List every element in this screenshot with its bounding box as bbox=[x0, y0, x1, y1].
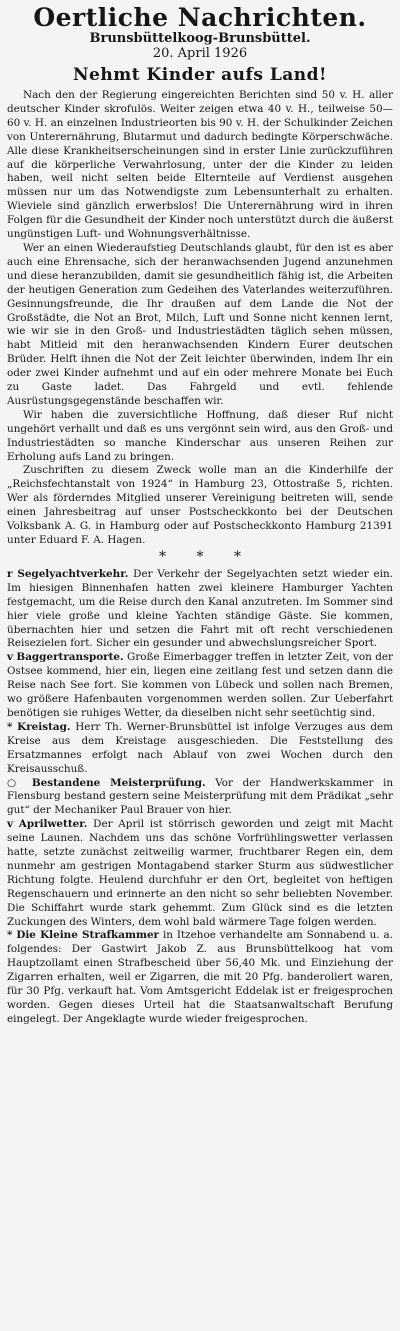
article-paragraph: Wer an einen Wiederaufstieg Deutschlands glaubt, für den ist es aber auch eine Ehrensache, sich der heranwachsenden Jugend anzunehmen und diese heranzubilden, damit sie gesundheitlich fähig ist, die Arbeiten der heutigen Generation zum Gedeihen des Vaterlandes weiterzuführen. Gesinnungsfreunde, die Ihr draußen auf dem Lande die Not der Großstädte, die Not an Brot, Milch, Luft und Sonne nicht kennen lernt, wie wir sie in den Groß- und Industriestädten täglich sehen müssen, habt Mitleid mit den heranwachsenden Kindern Eurer deutschen Brüder. Helft ihnen die Not der Zeit leichter überwinden, indem Ihr ein oder zwei Kinder aufnehmt und auf ein oder mehrere Monate bei Euch zu Gaste ladet. Das Fahrgeld und evtl. fehlende Ausrüstungsgegenstände beschaffen wir. bbox=[7, 241, 393, 407]
news-marker: ○ bbox=[7, 776, 23, 789]
news-marker: v bbox=[7, 818, 14, 831]
news-item bbox=[7, 818, 393, 929]
news-item bbox=[7, 929, 393, 1026]
news-lead: Bestandene Meisterprüfung. bbox=[31, 776, 206, 789]
news-text: Große Eimerbagger treffen in letzter Zeit, von der Ostsee kommend, hier ein, liegen eine zeitlang fest und setzen dann die Reise nach See fort. Sie kommen von Lübeck und sollen nach Bremen, wo größere Hafenbauten vorgenommen werden sollen. Zur Ueberfahrt benötigen sie ruhiges Wetter, da dieselben nicht sehr seetüchtig sind. bbox=[7, 651, 393, 719]
news-lead: Die Kleine Strafkammer bbox=[16, 929, 160, 942]
news-lead: Segelyachtverkehr. bbox=[17, 567, 129, 580]
news-marker: * bbox=[7, 720, 13, 733]
news-lead: Aprilwetter. bbox=[18, 818, 88, 831]
news-lead: Kreistag. bbox=[17, 720, 71, 733]
news-lead: Baggertransporte. bbox=[16, 651, 124, 664]
article-headline: Nehmt Kinder aufs Land! bbox=[73, 65, 327, 85]
article-paragraph: Zuschriften zu diesem Zweck wolle man an die Kinderhilfe der „Reichsfechtanstalt von 1924“ in Hamburg 23, Ottostraße 5, richten. Wer als förderndes Mitglied unserer Vereinigung beitreten will, sende einen Jahresbeitrag auf unser Postscheckkonto bei der Deutschen Volksbank A. G. in Hamburg oder auf Postscheckkonto Hamburg 21391 unter Eduard F. A. Hagen. bbox=[7, 464, 393, 546]
news-text: Der Verkehr der Segelyachten setzt wieder ein. Im hiesigen Binnenhafen hatten zwei kleinere Hamburger Yachten festgemacht, um die Reise durch den Kanal anzutreten. Im Sommer sind hier viele große und kleine Yachten ständige Gäste. Sie kommen, übernachten hier und setzen die Fahrt mit oft recht verschiedenen Reisezielen fort. Sicher ein gesunder und abwechslungsreicher Sport. bbox=[7, 567, 393, 650]
masthead bbox=[7, 4, 393, 61]
article-paragraph: Wir haben die zuversichtliche Hoffnung, daß dieser Ruf nicht ungehört verhallt und daß es uns vergönnt sein wird, aus den Groß- und Industriestädten so manche Kinderschar aus unseren Reihen zur Erholung aufs Land zu bringen. bbox=[7, 408, 393, 463]
news-item bbox=[7, 721, 393, 777]
news-text: Herr Th. Werner-Brunsbüttel ist infolge Verzuges aus dem Kreise aus dem Kreistage ausgeschieden. Die Feststellung des Ersatzmannes erfolgt nach Ablauf von zwei Wochen durch den Kreisausschuß. bbox=[7, 720, 394, 775]
section-title: Oertliche Nachrichten. bbox=[33, 3, 367, 32]
article-paragraph: Nach den der Regierung eingereichten Berichten sind 50 v. H. aller deutscher Kinder skrofulös. Weiter zeigen etwa 40 v. H., teilweise 50—60 v. H. an einzelnen Industrieorten bis 90 v. H. der Schulkinder Zeichen von Unterernährung, Blutarmut und dadurch bedingte Körperschwäche. Alle diese Krankheitserscheinungen sind in erster Linie zurückzuführen auf die körperliche Verwahrlosung, unter der die Kinder zu leiden haben, weil nicht selten beide Elternteile auf Verdienst ausgehen müssen nur um das Notwendigste zum Lebensunterhalt zu erhalten. Wieviele sind gänzlich erwerbslos! Die Unterernährung wird in ihren Folgen für die Gesundheit der Kinder noch unterstützt durch die äußerst ungünstigen Luft- und Wohnungsverhältnisse. bbox=[7, 89, 393, 241]
locality-subtitle: Brunsbüttelkoog-Brunsbüttel. bbox=[89, 31, 311, 46]
news-item bbox=[7, 651, 393, 721]
news-item bbox=[7, 568, 393, 651]
article-body bbox=[7, 89, 393, 548]
news-marker: r bbox=[7, 567, 13, 580]
news-text: Vor der Handwerkskammer in Flensburg bestand gestern seine Meisterprüfung mit dem Prädikat „sehr gut“ der Mechaniker Paul Brauer von hier. bbox=[7, 776, 394, 817]
news-text: in Itzehoe verhandelte am Sonnabend u. a. folgendes: Der Gastwirt Jakob Z. aus Brunsbüttelkoog hat vom Hauptzollamt einen Strafbescheid über 56,40 Mk. und Einziehung der Zigarren erhalten, weil er Zigarren, die mit 20 Pfg. banderoliert waren, für 30 Pfg. verkauft hat. Vom Amtsgericht Eddelak ist er freigesprochen worden. Gegen dieses Urteil hat die Staatsanwaltschaft Berufung eingelegt. Der Angeklagte wurde wieder freigesprochen. bbox=[7, 929, 393, 1025]
issue-date: 20. April 1926 bbox=[152, 46, 248, 61]
news-text: Der April ist störrisch geworden und zeigt mit Macht seine Launen. Nachdem uns das schöne Vorfrühlingswetter verlassen hatte, setzte zunächst zeitweilig warmer, fruchtbarer Regen ein, dem nunmehr am gestrigen Montagabend starker Sturm aus südwestlicher Richtung folgte. Heulend durchfuhr er den Ort, begleitet von heftigen Regenschauern und erinnerte an den nicht so sehr beliebten November. Die Schiffahrt wurde stark gehemmt. Zum Glück sind es die letzten Zuckungen des Winters, dem wohl bald wärmere Tage folgen werden. bbox=[7, 818, 393, 928]
section-separator: * * * bbox=[159, 548, 241, 565]
news-item bbox=[7, 777, 393, 819]
news-marker: v bbox=[7, 651, 14, 664]
news-marker: * bbox=[7, 929, 13, 942]
